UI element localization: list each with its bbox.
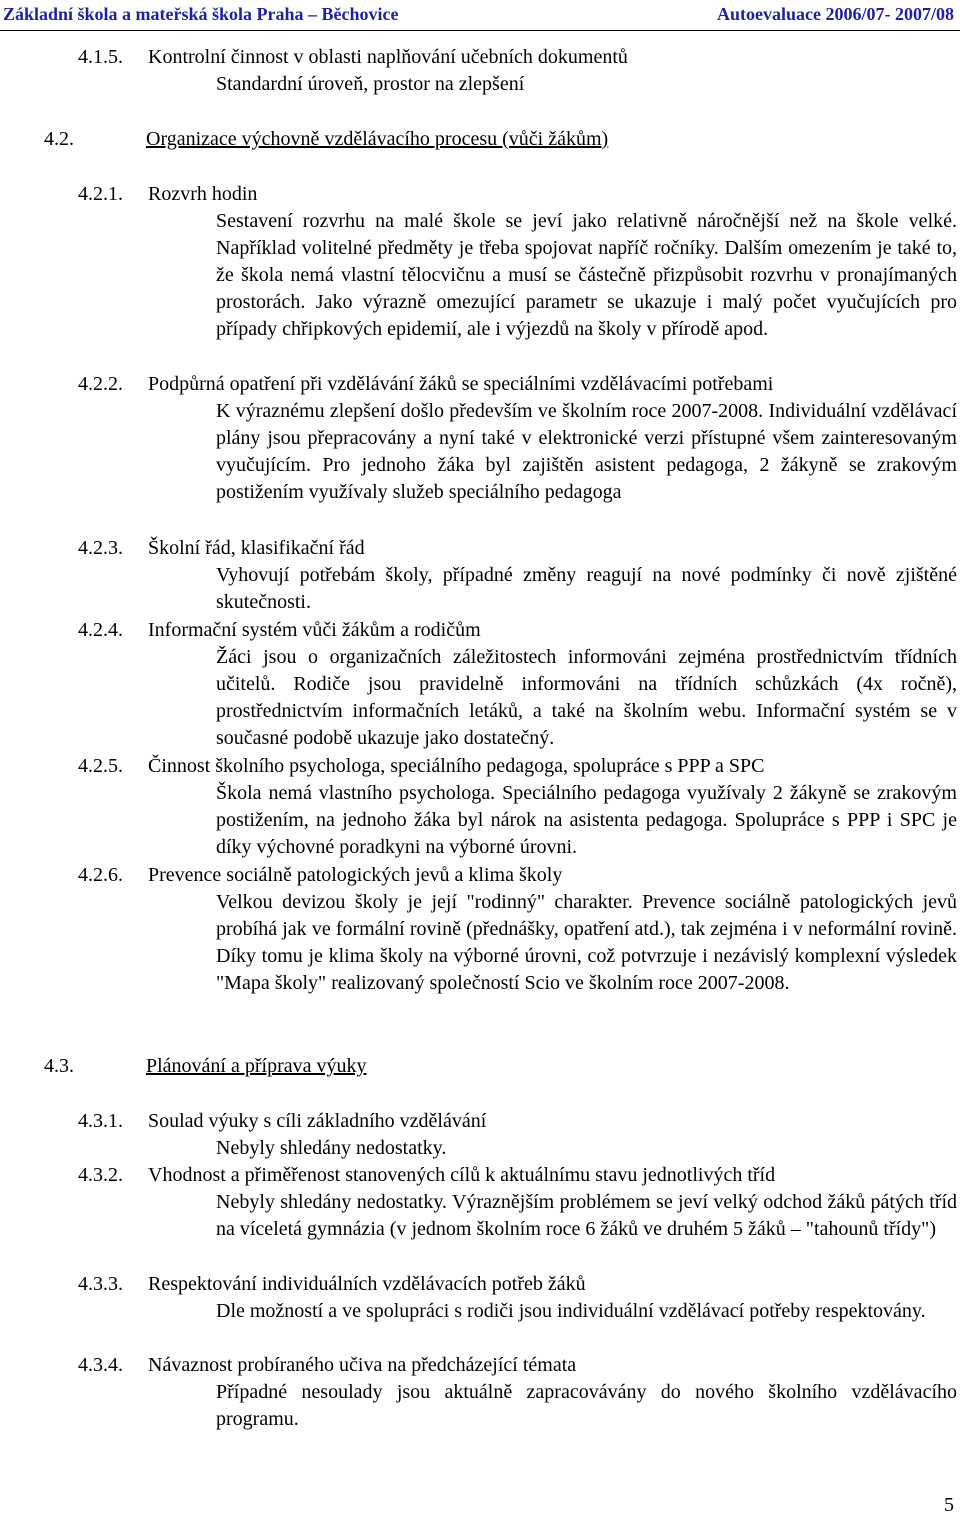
section-number: 4.2.5.: [78, 755, 123, 777]
page-number: 5: [944, 1494, 954, 1516]
section-title: Informační systém vůči žákům a rodičům: [148, 619, 481, 641]
section-number: 4.3.3.: [78, 1273, 123, 1295]
section-title: Soulad výuky s cíli základního vzdělávání: [148, 1110, 487, 1132]
section-text-4-2-4: Žáci jsou o organizačních záležitostech informováni zejména prostřednictvím třídních učitelů. Rodiče jsou pravidelně informováni na třídních schůzkách (4x ročně), prostřednictvím informačních letáků, a také na školním webu. Informační systém se v současné podobě ukazuje jako dostatečný.: [216, 646, 957, 749]
chapter-title: Plánování a příprava výuky: [146, 1055, 367, 1077]
section-number: 4.2.2.: [78, 373, 123, 395]
section-text-4-2-3: Vyhovují potřebám školy, případné změny reagují na nové podmínky či nově zjištěné skutečnosti.: [216, 564, 957, 613]
chapter-number: 4.3.: [44, 1055, 74, 1077]
section-text-4-3-4: Případné nesoulady jsou aktuálně zapracovávány do nového školního vzdělávacího programu.: [216, 1381, 957, 1430]
section-title: Činnost školního psychologa, speciálního pedagoga, spolupráce s PPP a SPC: [148, 755, 765, 777]
chapter-title: Organizace výchovně vzdělávacího procesu (vůči žákům): [146, 128, 609, 150]
section-text-4-2-5: Škola nemá vlastního psychologa. Speciálního pedagoga využívaly 2 žákyně se zrakovým postižením, na jednoho žáka byl nárok na asistenta pedagoga. Spolupráce s PPP i SPC je díky výchovné poradkyni na výborné úrovni.: [216, 782, 957, 858]
section-title: Respektování individuálních vzdělávacích potřeb žáků: [148, 1273, 586, 1295]
section-title: Školní řád, klasifikační řád: [148, 537, 365, 559]
section-text-4-2-2: K výraznému zlepšení došlo především ve školním roce 2007-2008. Individuální vzdělávací plány jsou přepracovány a nyní také v elektronické verzi přístupné všem zainteresovaným vyučujícím. Pro jednoho žáka byl zajištěn asistent pedagoga, 2 žákyně se zrakovým postižením využívaly služeb speciálního pedagoga: [216, 400, 957, 503]
section-text-4-3-1: Nebyly shledány nedostatky.: [216, 1137, 447, 1159]
section-number: 4.2.3.: [78, 537, 123, 559]
section-text-4-2-1: Sestavení rozvrhu na malé škole se jeví jako relativně náročnější než na škole velké. Například volitelné předměty je třeba spojovat napříč ročníky. Dalším omezením je také to, že škola nemá vlastní tělocvičnu a musí se částečně přizpůsobit rozvrhu v pronajímaných prostorách. Jako výrazně omezující parametr se ukazuje i malý počet vyučujících pro případy chřipkových epidemií, ale i výjezdů na školy v přírodě apod.: [216, 210, 957, 340]
section-number: 4.2.1.: [78, 183, 123, 205]
page-header: [0, 0, 960, 31]
chapter-number: 4.2.: [44, 128, 74, 150]
section-text-4-2-6: Velkou devizou školy je její "rodinný" charakter. Prevence sociálně patologických jevů probíhá jak ve formální rovině (přednášky, opatření atd.), tak zejména i v neformální rovině. Díky tomu je klima školy na výborné úrovni, což potvrzuje i nezávislý komplexní výsledek "Mapa školy" realizovaný společností Scio ve školním roce 2007-2008.: [216, 891, 957, 994]
section-title: Kontrolní činnost v oblasti naplňování učebních dokumentů: [148, 46, 628, 68]
header-document-title: Autoevaluace 2006/07- 2007/08: [717, 4, 954, 24]
section-title: Rozvrh hodin: [148, 183, 258, 205]
section-title: Podpůrná opatření při vzdělávání žáků se speciálními vzdělávacími potřebami: [148, 373, 774, 395]
header-school-name: Základní škola a mateřská škola Praha – Běchovice: [3, 4, 399, 24]
section-title: Návaznost probíraného učiva na předcházející témata: [148, 1354, 577, 1376]
section-number: 4.3.1.: [78, 1110, 123, 1132]
section-title: Prevence sociálně patologických jevů a klima školy: [148, 864, 563, 886]
section-number: 4.3.4.: [78, 1354, 123, 1376]
section-number: 4.2.6.: [78, 864, 123, 886]
section-text-4-3-2: Nebyly shledány nedostatky. Výraznějším problémem se jeví velký odchod žáků pátých tříd na víceletá gymnázia (v jednom školním roce 6 žáků ve druhém 5 žáků – "tahounů třídy"): [216, 1191, 957, 1240]
section-number: 4.3.2.: [78, 1164, 123, 1186]
section-text-4-3-3: Dle možností a ve spolupráci s rodiči jsou individuální vzdělávací potřeby respektovány.: [216, 1300, 926, 1322]
section-number: 4.2.4.: [78, 619, 123, 641]
section-text-4-1-5: Standardní úroveň, prostor na zlepšení: [216, 73, 525, 95]
section-title: Vhodnost a přiměřenost stanovených cílů k aktuálnímu stavu jednotlivých tříd: [148, 1164, 776, 1186]
section-number: 4.1.5.: [78, 46, 123, 68]
